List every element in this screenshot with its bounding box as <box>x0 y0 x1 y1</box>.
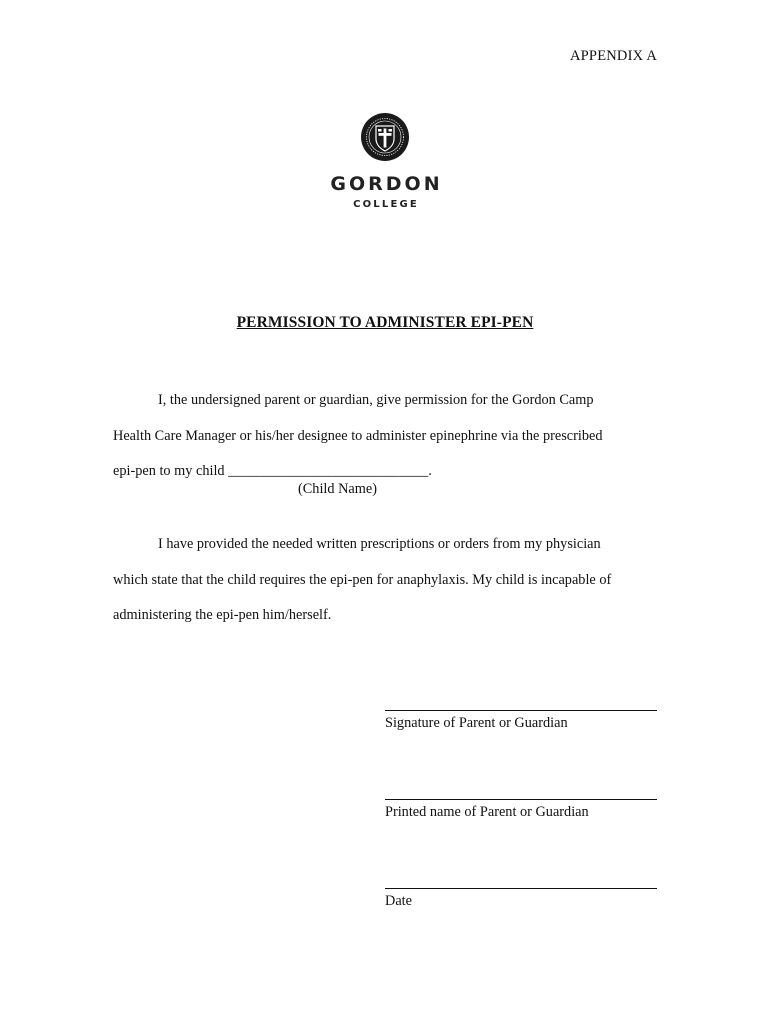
child-name-caption: (Child Name) <box>298 481 378 497</box>
paragraph-line: Health Care Manager or his/her designee to administer epinephrine via the prescribed <box>113 427 603 444</box>
child-name-line[interactable]: epi-pen to my child ____________________________. <box>113 463 432 479</box>
printed-name-label: Printed name of Parent or Guardian <box>385 804 589 820</box>
college-wordmark: GORDON <box>330 173 443 195</box>
paragraph-line: I have provided the needed written prescriptions or orders from my physician <box>158 536 601 552</box>
printed-name-field[interactable] <box>385 799 657 800</box>
document-title: PERMISSION TO ADMINISTER EPI-PEN <box>236 314 534 331</box>
signature-block <box>385 710 657 732</box>
paragraph-line: I, the undersigned parent or guardian, give permission for the Gordon Camp <box>158 392 594 408</box>
signature-label: Signature of Parent or Guardian <box>385 715 568 731</box>
date-block <box>385 888 657 910</box>
seal-shield-cross-icon <box>360 112 410 162</box>
paragraph-line: administering the epi-pen him/herself. <box>113 607 332 623</box>
college-logo <box>0 112 770 210</box>
college-subword: COLLEGE <box>353 199 419 210</box>
paragraph-line: which state that the child requires the epi-pen for anaphylaxis. My child is incapable of <box>113 571 612 588</box>
prescription-paragraph <box>113 527 658 634</box>
appendix-label: APPENDIX A <box>570 48 657 64</box>
date-field[interactable] <box>385 888 657 889</box>
date-label: Date <box>385 893 412 909</box>
signature-field[interactable] <box>385 710 657 711</box>
permission-paragraph <box>113 383 658 490</box>
printed-name-block <box>385 799 657 821</box>
